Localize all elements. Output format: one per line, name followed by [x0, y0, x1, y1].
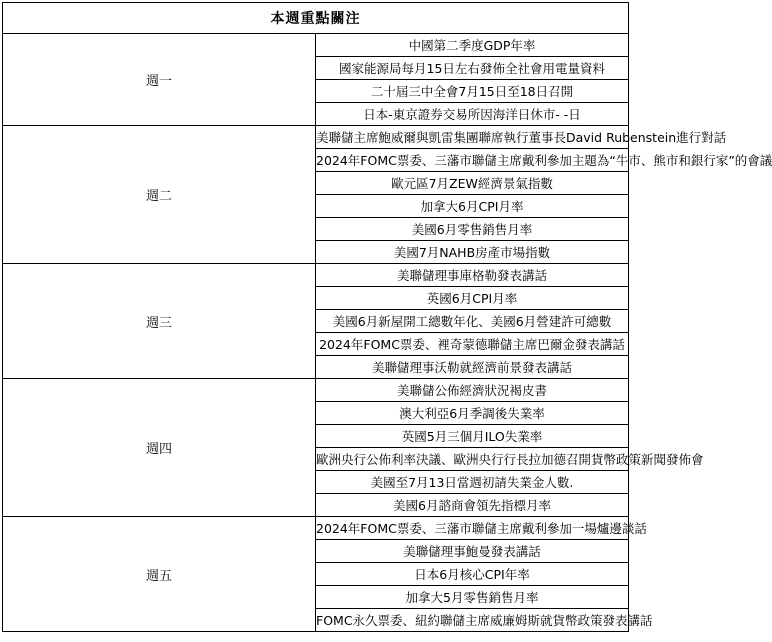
event-cell: 美國6月新屋開工總數年化、美國6月營建許可總數	[316, 310, 629, 333]
event-cell: FOMC永久票委、紐約聯儲主席威廉姆斯就貨幣政策發表講話	[316, 609, 629, 632]
event-cell: 加拿大5月零售銷售月率	[316, 586, 629, 609]
event-cell: 歐洲央行公佈利率決議、歐洲央行行長拉加德召開貨幣政策新聞發佈會	[316, 448, 629, 471]
event-cell: 日本-東京證券交易所因海洋日休市- -日	[316, 103, 629, 126]
event-cell: 美聯儲主席鮑威爾與凱雷集團聯席執行董事長David Rubenstein進行對話	[316, 126, 629, 149]
day-label-friday: 週五	[3, 517, 316, 632]
event-cell: 加拿大6月CPI月率	[316, 195, 629, 218]
event-cell: 英國5月三個月ILO失業率	[316, 425, 629, 448]
event-cell: 日本6月核心CPI年率	[316, 563, 629, 586]
table-title: 本週重點關注	[3, 3, 629, 34]
event-cell: 美聯儲公佈經濟狀況褐皮書	[316, 379, 629, 402]
event-cell: 中國第二季度GDP年率	[316, 34, 629, 57]
event-cell: 2024年FOMC票委、三藩市聯儲主席戴利參加主題為“牛市、熊市和銀行家”的會議	[316, 149, 629, 172]
event-cell: 2024年FOMC票委、三藩市聯儲主席戴利參加一場爐邊談話	[316, 517, 629, 540]
weekly-focus-table	[2, 2, 772, 632]
event-cell: 美聯儲理事庫格勒發表講話	[316, 264, 629, 287]
table-row	[3, 126, 629, 149]
table-row	[3, 34, 629, 57]
event-cell: 二十屆三中全會7月15日至18日召開	[316, 80, 629, 103]
event-cell: 國家能源局每月15日左右發佈全社會用電量資料	[316, 57, 629, 80]
event-cell: 美國6月零售銷售月率	[316, 218, 629, 241]
event-cell: 澳大利亞6月季調後失業率	[316, 402, 629, 425]
event-cell: 英國6月CPI月率	[316, 287, 629, 310]
event-cell: 美國7月NAHB房產市場指數	[316, 241, 629, 264]
event-cell: 美國6月諮商會領先指標月率	[316, 494, 629, 517]
day-label-wednesday: 週三	[3, 264, 316, 379]
day-label-thursday: 週四	[3, 379, 316, 517]
table-row	[3, 517, 629, 540]
day-label-monday: 週一	[3, 34, 316, 126]
event-cell: 美聯儲理事鮑曼發表講話	[316, 540, 629, 563]
table-row	[3, 379, 629, 402]
event-cell: 美國至7月13日當週初請失業金人數.	[316, 471, 629, 494]
event-cell: 2024年FOMC票委、裡奇蒙德聯儲主席巴爾金發表講話	[316, 333, 629, 356]
event-cell: 美聯儲理事沃勒就經濟前景發表講話	[316, 356, 629, 379]
event-cell: 歐元區7月ZEW經濟景氣指數	[316, 172, 629, 195]
day-label-tuesday: 週二	[3, 126, 316, 264]
table-row	[3, 264, 629, 287]
